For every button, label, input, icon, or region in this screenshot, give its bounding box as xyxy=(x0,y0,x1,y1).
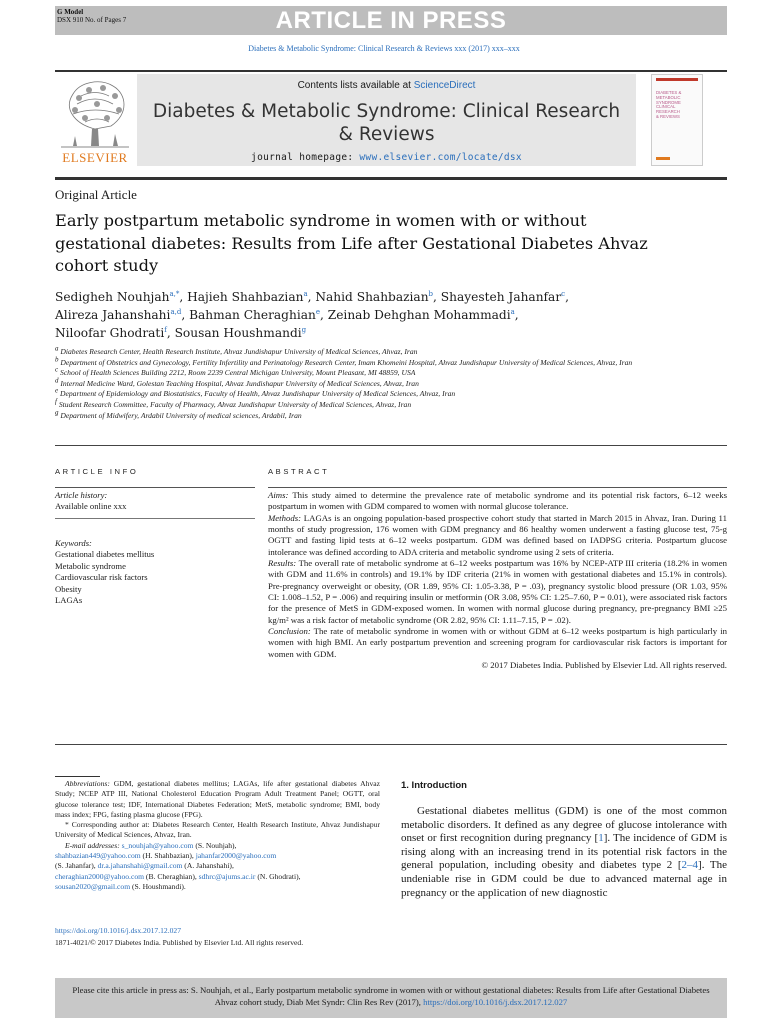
email-owner: (S. Nouhjah), xyxy=(193,840,237,850)
affiliation-text: Department of Epidemiology and Biostatistics, Faculty of Health, Ahvaz Jundishapur University of Medical Sciences, Ahvaz, Iran xyxy=(60,389,456,399)
abstract-heading: ABSTRACT xyxy=(268,467,330,476)
email-link[interactable]: cheraghian2000@yahoo.com xyxy=(55,871,145,881)
cover-line: RESEARCH xyxy=(656,109,680,115)
abstract-paragraph xyxy=(268,513,727,558)
abstract-label: Conclusion: xyxy=(268,626,311,637)
abbreviations-label: Abbreviations: xyxy=(65,779,110,788)
email-link[interactable]: s_nouhjah@yahoo.com xyxy=(121,840,194,850)
contents-prefix: Contents lists available at xyxy=(297,80,414,91)
author-separator: , xyxy=(179,290,188,304)
author-name[interactable]: Zeinab Dehghan Mohammadi xyxy=(327,308,511,322)
footnote-rule xyxy=(55,776,100,777)
author-name[interactable]: Hajieh Shahbazian xyxy=(187,290,304,304)
author-separator: , xyxy=(307,290,316,304)
journal-cover-thumbnail[interactable] xyxy=(651,74,703,166)
manuscript-ref: DSX 910 No. of Pages 7 xyxy=(57,16,127,24)
abstract-label: Methods: xyxy=(268,512,302,523)
author-affil-sup[interactable]: c xyxy=(561,289,566,298)
sciencedirect-link[interactable]: ScienceDirect xyxy=(413,80,476,91)
email-link[interactable]: dr.a.jahanshahi@gmail.com xyxy=(97,861,183,871)
cover-stripe xyxy=(656,78,698,81)
email-link[interactable]: jahanfar2000@yahoo.com xyxy=(195,851,277,861)
gmodel-text: G Model xyxy=(57,8,84,16)
elsevier-logo[interactable] xyxy=(55,74,135,166)
intro-text-1: Gestational diabetes mellitus (GDM) is one of the most common metabolic disorders. It defined as any degree of glucose intolerance with onset or first recognition during pregnancy [ xyxy=(401,805,727,845)
corresponding-footnote: * Corresponding author at: Diabetes Research Center, Health Research Institute, Ahvaz Jundishapur University of Medical Sciences, Ahvaz, Iran. xyxy=(55,820,380,840)
author-separator: , xyxy=(320,308,328,322)
banner-title: ARTICLE IN PRESS xyxy=(275,7,507,34)
email-link[interactable]: sousan2020@gmail.com xyxy=(55,881,131,891)
journal-citation-link[interactable]: Diabetes & Metabolic Syndrome: Clinical Research & Reviews xxx (2017) xxx–xxx xyxy=(248,44,520,53)
history-label: Article history: xyxy=(55,490,108,500)
email-owner: (S. Houshmandi). xyxy=(130,881,186,891)
author-affil-sup[interactable]: g xyxy=(301,325,307,334)
intro-text-2: ]. The incidence of GDM is rising along with an increasing trend in its potential risk factors in the general population, including obesity and diabetes type 2 [ xyxy=(401,832,727,872)
email-owner: (S. Jahanfar), xyxy=(55,861,98,871)
article-type: Original Article xyxy=(55,187,137,202)
keyword-item: Gestational diabetes mellitus xyxy=(55,549,155,560)
author-affil-sup[interactable]: f xyxy=(164,325,167,334)
header-rule-bottom xyxy=(55,177,727,180)
author-affil-sup[interactable]: a xyxy=(510,307,515,316)
author-name[interactable]: Sedigheh Nouhjah xyxy=(55,290,170,304)
email-owner: (N. Ghodrati), xyxy=(255,871,301,881)
issn-line: 1871-4021/© 2017 Diabetes India. Published by Elsevier Ltd. All rights reserved. xyxy=(55,938,304,947)
affiliation-text: Department of Midwifery, Ardabil University of medical sciences, Ardabil, Iran xyxy=(60,410,302,420)
abstract-paragraph xyxy=(268,558,727,626)
abstract-label: Aims: xyxy=(268,490,289,500)
section-rule xyxy=(55,445,727,446)
cover-line: CLINICAL xyxy=(656,104,676,110)
citation-doi-link[interactable]: https://doi.org/10.1016/j.dsx.2017.12.027 xyxy=(423,997,568,1007)
keyword-item: Metabolic syndrome xyxy=(55,560,126,571)
affiliation-text: Internal Medicine Ward, Golestan Teaching Hospital, Ahvaz Jundishapur University of Medical Sciences, Ahvaz, Iran xyxy=(60,378,419,388)
cover-line: METABOLIC xyxy=(656,94,681,100)
abstract-text: LAGAs is an ongoing population-based prospective cohort study that started in March 2015 in Ahvaz, Iran. During 11 months of study progression, 176 women with GDM pregnancy and 86 healthy women underwent a fasting glucose test, 75-g OGTT and fasting lipid tests at 6–12 weeks postpartum. GDM was defined based on IADPSG criteria. Postpartum glucose intolerance was defined according to ADA criteria and metabolic syndrome using 2 sets of criteria. xyxy=(268,512,727,557)
author-affil-sup[interactable]: a,d xyxy=(170,307,182,316)
affiliation-item xyxy=(55,408,655,422)
citation-box xyxy=(55,978,727,1018)
affiliation-sup: b xyxy=(55,355,59,364)
intro-text-3: ]. The undeniable rise in GDM could be due to advanced maternal age in pregnancy or the application of new diagnostic xyxy=(401,859,727,899)
author-affil-sup[interactable]: e xyxy=(315,307,320,316)
affiliation-item xyxy=(55,376,655,390)
affiliation-item xyxy=(55,365,655,379)
section-rule xyxy=(55,744,727,745)
affiliation-sup: c xyxy=(55,365,59,374)
email-link[interactable]: sdhrc@ajums.ac.ir xyxy=(198,871,256,881)
article-history xyxy=(55,490,255,513)
author-affil-sup[interactable]: b xyxy=(428,289,434,298)
journal-header xyxy=(137,74,636,166)
author-name[interactable]: Nahid Shahbazian xyxy=(315,290,429,304)
abstract-copyright: © 2017 Diabetes India. Published by Elsevier Ltd. All rights reserved. xyxy=(481,660,727,671)
affiliation-text: Department of Obstetrics and Gynecology, Fertility Infertility and Perinatology Research Center, Imam Khomeini Hospital, Ahvaz Jundishapur University of Medical Sciences, Ahvaz, Iran xyxy=(60,357,633,367)
keywords xyxy=(55,538,255,606)
author-name[interactable]: Bahman Cheraghian xyxy=(189,308,316,322)
author-name[interactable]: Alireza Jahanshahi xyxy=(55,308,171,322)
author-list xyxy=(55,288,705,342)
keyword-item: Obesity xyxy=(55,583,82,594)
homepage-link[interactable]: www.elsevier.com/locate/dsx xyxy=(359,152,522,163)
email-footnote xyxy=(55,841,380,851)
abstract-paragraph xyxy=(268,626,727,660)
affiliations xyxy=(55,344,655,421)
abbreviations-footnote xyxy=(55,779,380,820)
affiliation-item xyxy=(55,344,655,358)
abstract-text: This study aimed to determine the prevalence rate of metabolic syndrome and its potential risk factors, 6–12 weeks postpartum in women with GDM compared to women with normal glucose tolerance. xyxy=(268,490,727,512)
author-separator: , xyxy=(514,308,519,322)
abstract-text: The rate of metabolic syndrome in women with or without GDM at 6–12 weeks postpartum is high particularly in women with high BMI. An early postpartum prevention and screening program for cardiovascular risk factors is important for women with GDM. xyxy=(268,626,727,659)
author-separator: , xyxy=(166,326,175,340)
cover-line: SYNDROME xyxy=(656,99,681,105)
journal-title: Diabetes & Metabolic Syndrome: Clinical Research & Reviews xyxy=(152,101,621,145)
affiliation-item xyxy=(55,386,655,400)
affiliation-text: School of Health Sciences Building 2212, Room 2239 Central Michigan University, Mount Pleasant, MI 48859, USA xyxy=(60,368,416,378)
abstract-paragraph xyxy=(268,490,727,513)
publisher-name: ELSEVIER xyxy=(62,150,128,165)
history-rule xyxy=(55,518,255,519)
email-label: E-mail addresses: xyxy=(65,840,120,850)
cover-line: & REVIEWS xyxy=(656,113,680,119)
affiliation-text: Student Research Committee, Faculty of Pharmacy, Ahvaz Jundishapur University of Medical Sciences, Ahvaz, Iran xyxy=(58,399,412,409)
abstract-rule xyxy=(268,487,727,488)
citation-body: Please cite this article in press as: S. Nouhjah, et al., Early postpartum metabolic syndrome in women with or without gestational diabetes: Results from Life after Gestational Diabetes Ahvaz cohort study, Diab Met Syndr: Clin Res Rev (2017), xyxy=(72,985,710,1007)
article-title: Early postpartum metabolic syndrome in women with or without gestational diabetes: Results from Life after Gestational Diabetes Ahvaz cohort study xyxy=(55,211,648,275)
affiliation-item xyxy=(55,397,655,411)
homepage-line xyxy=(137,152,636,163)
author-affil-sup[interactable]: a,* xyxy=(169,289,180,298)
email-lines xyxy=(55,851,380,892)
email-link[interactable]: shahbazian449@yahoo.com xyxy=(55,851,141,861)
affiliation-sup: a xyxy=(55,344,59,353)
keyword-item: Cardiovascular risk factors xyxy=(55,572,148,583)
doi-link[interactable]: https://doi.org/10.1016/j.dsx.2017.12.027 xyxy=(55,926,182,935)
author-separator: , xyxy=(433,290,441,304)
ref-link[interactable]: 1 xyxy=(598,832,604,845)
doi-block xyxy=(55,925,415,949)
author-name[interactable]: Sousan Houshmandi xyxy=(174,326,302,340)
homepage-prefix: journal homepage: xyxy=(251,152,360,163)
affiliation-sup: d xyxy=(55,376,59,385)
ref-link[interactable]: 2–4 xyxy=(681,859,699,872)
cover-publisher-mark xyxy=(656,157,670,160)
abbreviations-text: GDM, gestational diabetes mellitus; LAGAs, life after gestational diabetes Ahvaz Study; NCEP ATP III, National Cholesterol Education Program Adult Treatment Panel; OGTT, oral glucose tolerance test; IDF, International Diabetes Federation; MetS, metabolic syndrome; BMI, body mass index; FPG, fasting plasma glucose (FPG). xyxy=(55,779,380,819)
author-affil-sup[interactable]: a xyxy=(303,289,308,298)
footnotes xyxy=(55,779,380,892)
email-owner: (B. Cheraghian), xyxy=(144,871,199,881)
author-separator: , xyxy=(181,308,190,322)
email-owner: (A. Jahanshahi), xyxy=(182,861,234,871)
email-owner: (H. Shahbazian), xyxy=(140,851,196,861)
author-separator: , xyxy=(565,290,569,304)
affiliation-item xyxy=(55,355,655,369)
citation-text xyxy=(69,984,713,1008)
keyword-item: LAGAs xyxy=(55,595,83,606)
affiliation-sup: f xyxy=(55,397,57,406)
abstract-body xyxy=(268,490,727,672)
author-name[interactable]: Niloofar Ghodrati xyxy=(55,326,165,340)
history-value: Available online xxx xyxy=(55,501,127,512)
keywords-label: Keywords: xyxy=(55,538,92,548)
cover-line: DIABETES & xyxy=(656,90,682,95)
intro-heading: 1. Introduction xyxy=(401,780,467,791)
affiliation-sup: g xyxy=(55,408,59,417)
article-info-heading: ARTICLE INFO xyxy=(55,467,139,476)
abstract-label: Results: xyxy=(268,558,297,569)
intro-paragraph xyxy=(401,805,727,900)
abstract-text: The overall rate of metabolic syndrome at 6–12 weeks postpartum was 16% by NCEP-ATP III criteria (18.2% in women with GDM and 11.6% in controls) and 19.1% by IDF criteria (21% in women with gestational diabetes and 15.1% in controls). Pre-pregnancy overweight or obesity, (OR 1.89, 95% CI: 1.05-3.38, P = .03), pregnancy systolic blood pressure (OR 1.03, 95% CI: 1.008–1.52, P = .006) and requiring insulin or metformin (OR 3.08, 95% CI: 1.25–7.60, P = 0.01), were associated risk factors for the presence of MetS in GDM-exposed women. In women with normal glucose during pregnancy, pre-pregnancy BMI ≥25 kg/m² was a risk factor of metabolic syndrome (OR 2.82, 95% CI: 1.11–7.15, P = .02). xyxy=(268,558,727,625)
author-name[interactable]: Shayesteh Jahanfar xyxy=(440,290,562,304)
cover-title xyxy=(656,91,700,120)
affiliation-text: Diabetes Research Center, Health Research Institute, Ahvaz Jundishapur University of Medical Sciences, Ahvaz, Iran xyxy=(60,347,418,356)
header-rule-top xyxy=(55,70,727,72)
affiliation-sup: e xyxy=(55,386,59,395)
article-info-rule xyxy=(55,487,255,488)
article-in-press-banner xyxy=(55,6,727,35)
contents-line xyxy=(137,80,636,91)
